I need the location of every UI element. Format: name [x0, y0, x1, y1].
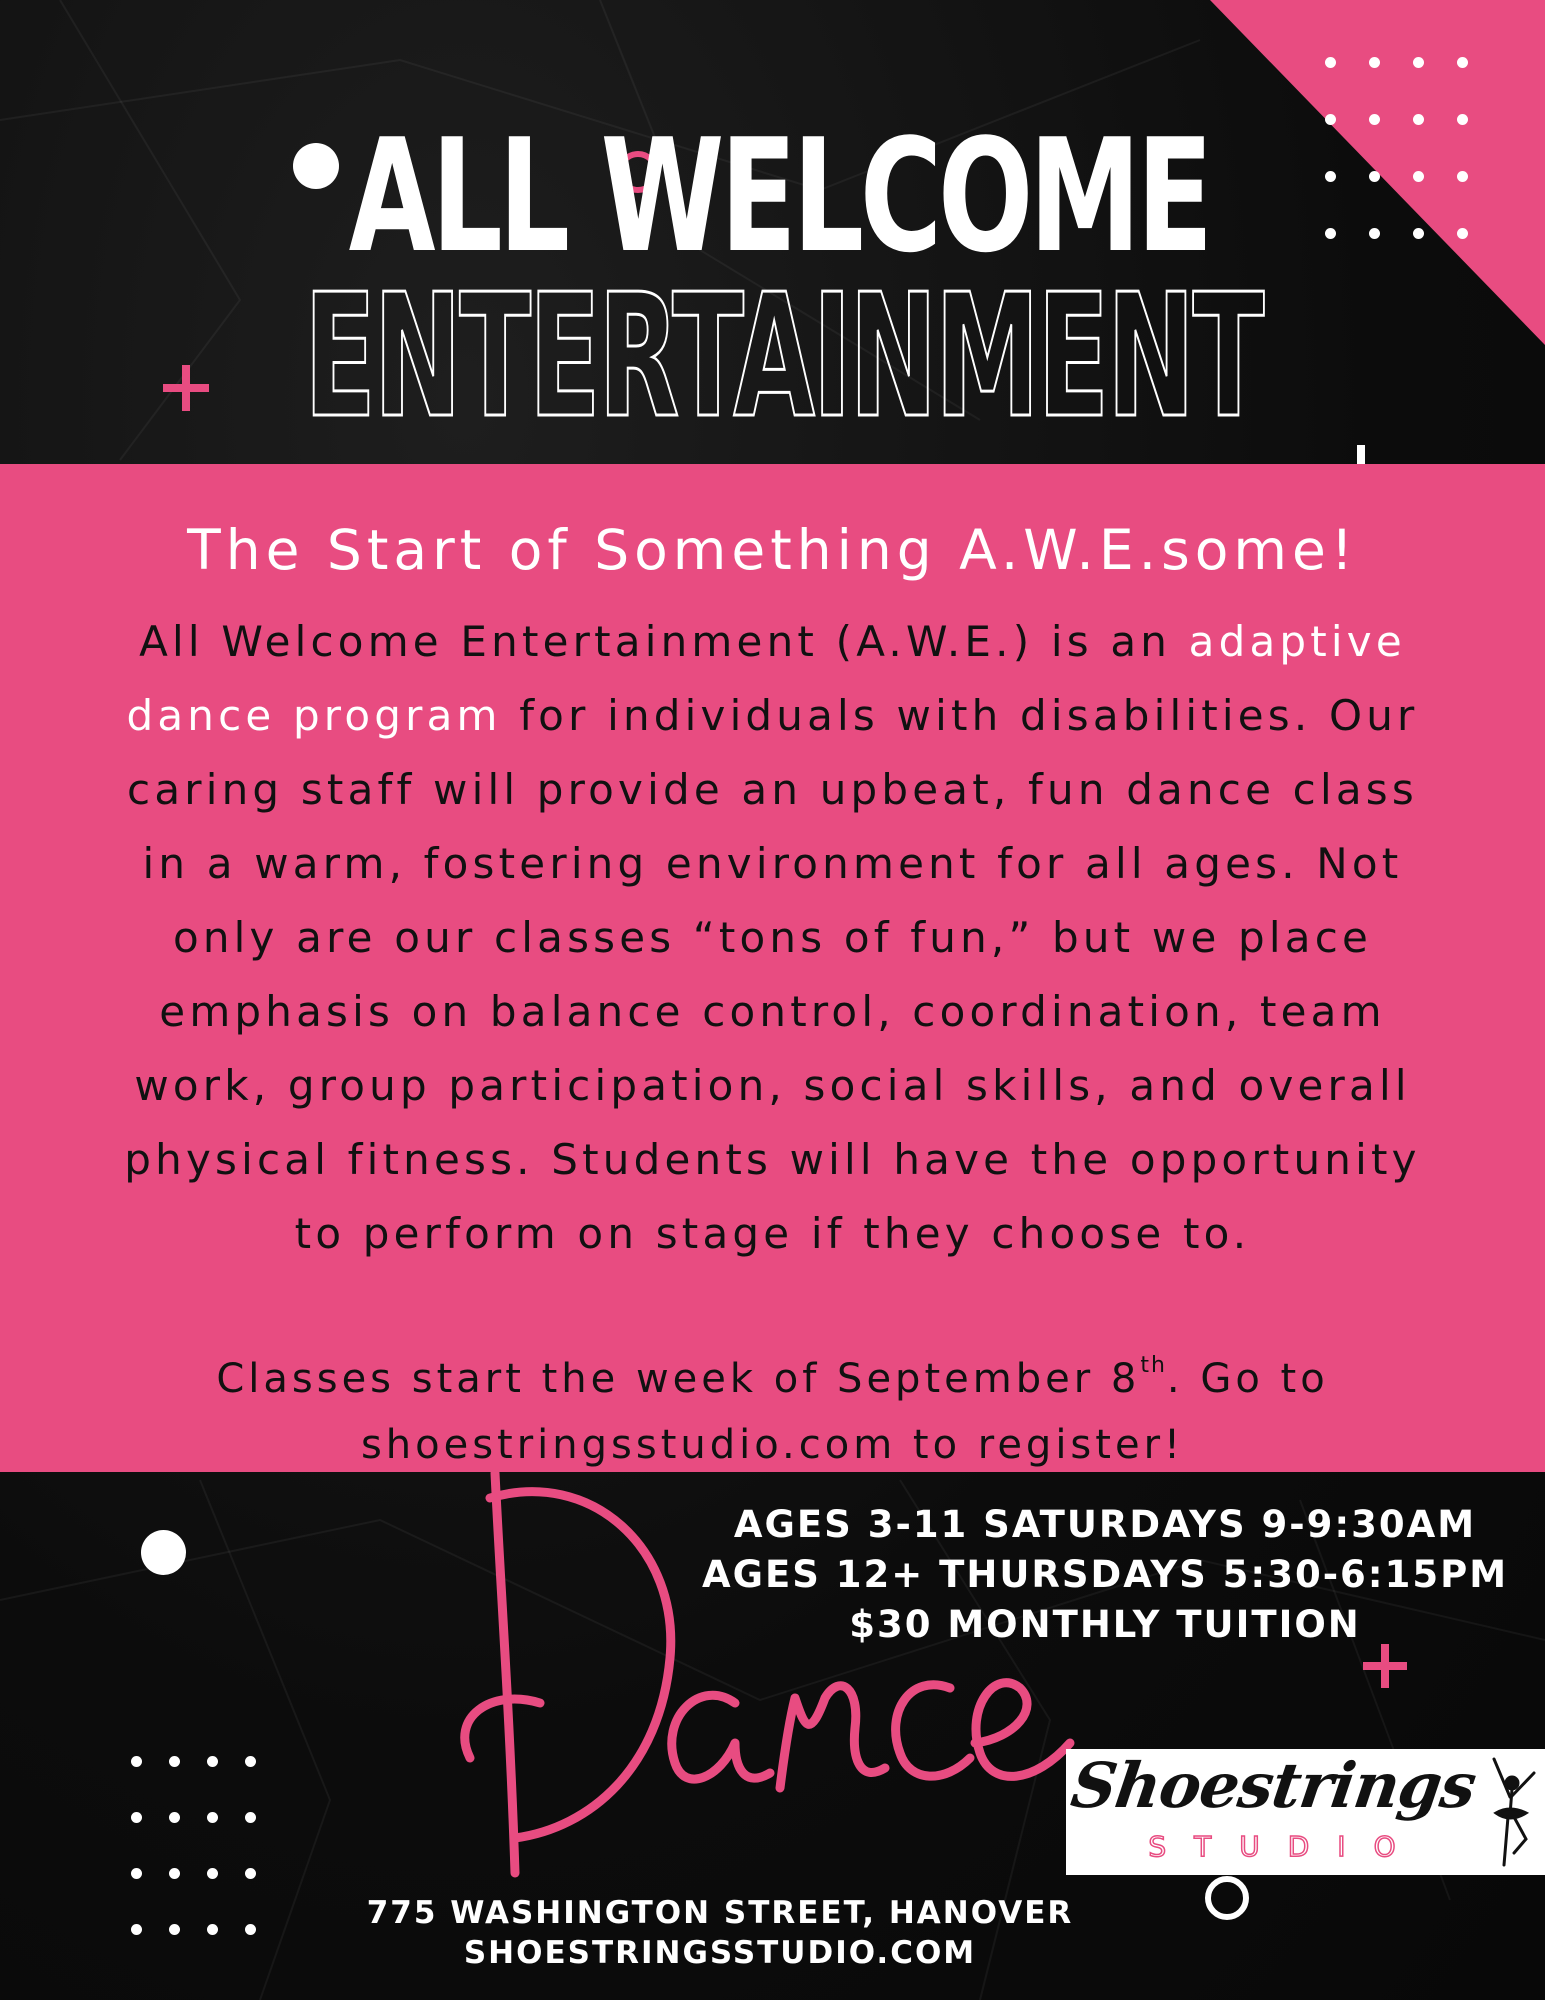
dot-grid-bottom — [131, 1756, 256, 1935]
highlighted-text: adaptive — [1188, 617, 1406, 666]
white-dot-bottom — [141, 1530, 186, 1575]
classes-line-1 — [0, 1333, 1545, 1412]
dot-grid-top — [1325, 57, 1468, 239]
schedule-ages-12: AGES 12+ THURSDAYS 5:30-6:15PM — [701, 1553, 1509, 1596]
white-ring-bottom — [1205, 1876, 1249, 1920]
footer-address: 775 WASHINGTON STREET, HANOVER — [366, 1895, 1074, 1931]
title-all-welcome: ALL WELCOME — [348, 105, 1209, 287]
shoestrings-studio-logo — [1066, 1749, 1545, 1875]
paragraph-line — [30, 679, 1515, 753]
paragraph-line — [30, 901, 1515, 975]
dance-script-word — [430, 1458, 1080, 1888]
paragraph-text: only are our classes “tons of fun,” but we place — [172, 913, 1373, 962]
logo-brand-text: Shoestrings — [1066, 1749, 1480, 1822]
classes-start-note — [0, 1333, 1545, 1478]
paragraph-text: emphasis on balance control, coordination, team — [159, 987, 1386, 1036]
footer-contact — [320, 1893, 1120, 1973]
paragraph-line — [30, 605, 1515, 679]
paragraph-line — [30, 1049, 1515, 1123]
paragraph-line — [30, 1123, 1515, 1197]
logo-studio-text: STUDIO — [1148, 1830, 1424, 1863]
paragraph-text: physical fitness. Students will have the opportunity — [124, 1135, 1421, 1184]
paragraph-text: work, group participation, social skills, and overall — [134, 1061, 1411, 1110]
footer-website: SHOESTRINGSSTUDIO.COM — [463, 1935, 977, 1971]
subtitle: The Start of Something A.W.E.some! — [187, 518, 1358, 582]
ballerina-icon — [1474, 1753, 1544, 1871]
highlighted-text: dance program — [126, 691, 502, 740]
paragraph-text: in a warm, fostering environment for all ages. Not — [142, 839, 1403, 888]
classes-line-2: shoestringsstudio.com to register! — [360, 1422, 1185, 1468]
paragraph-text: caring staff will provide an upbeat, fun dance class — [127, 765, 1418, 814]
tuition: $30 MONTHLY TUITION — [849, 1603, 1361, 1646]
date-ordinal: th — [1140, 1353, 1167, 1378]
paragraph-line — [30, 827, 1515, 901]
description-paragraph — [30, 605, 1515, 1271]
paragraph-line — [30, 1197, 1515, 1271]
classes-line-1-end: . Go to — [1166, 1356, 1329, 1402]
paragraph-text: All Welcome Entertainment (A.W.E.) is an — [139, 617, 1189, 666]
paragraph-line — [30, 753, 1515, 827]
paragraph-line — [30, 975, 1515, 1049]
paragraph-text: to perform on stage if they choose to. — [294, 1209, 1251, 1258]
schedule-ages-3-11: AGES 3-11 SATURDAYS 9-9:30AM — [733, 1503, 1477, 1546]
title-entertainment: ENTERTAINMENT — [304, 258, 1262, 456]
pink-plus-icon-left — [163, 365, 209, 411]
paragraph-text: for individuals with disabilities. Our — [501, 691, 1419, 740]
classes-line-1-text: Classes start the week of September 8 — [216, 1356, 1141, 1402]
pink-plus-icon-right — [1363, 1644, 1407, 1688]
